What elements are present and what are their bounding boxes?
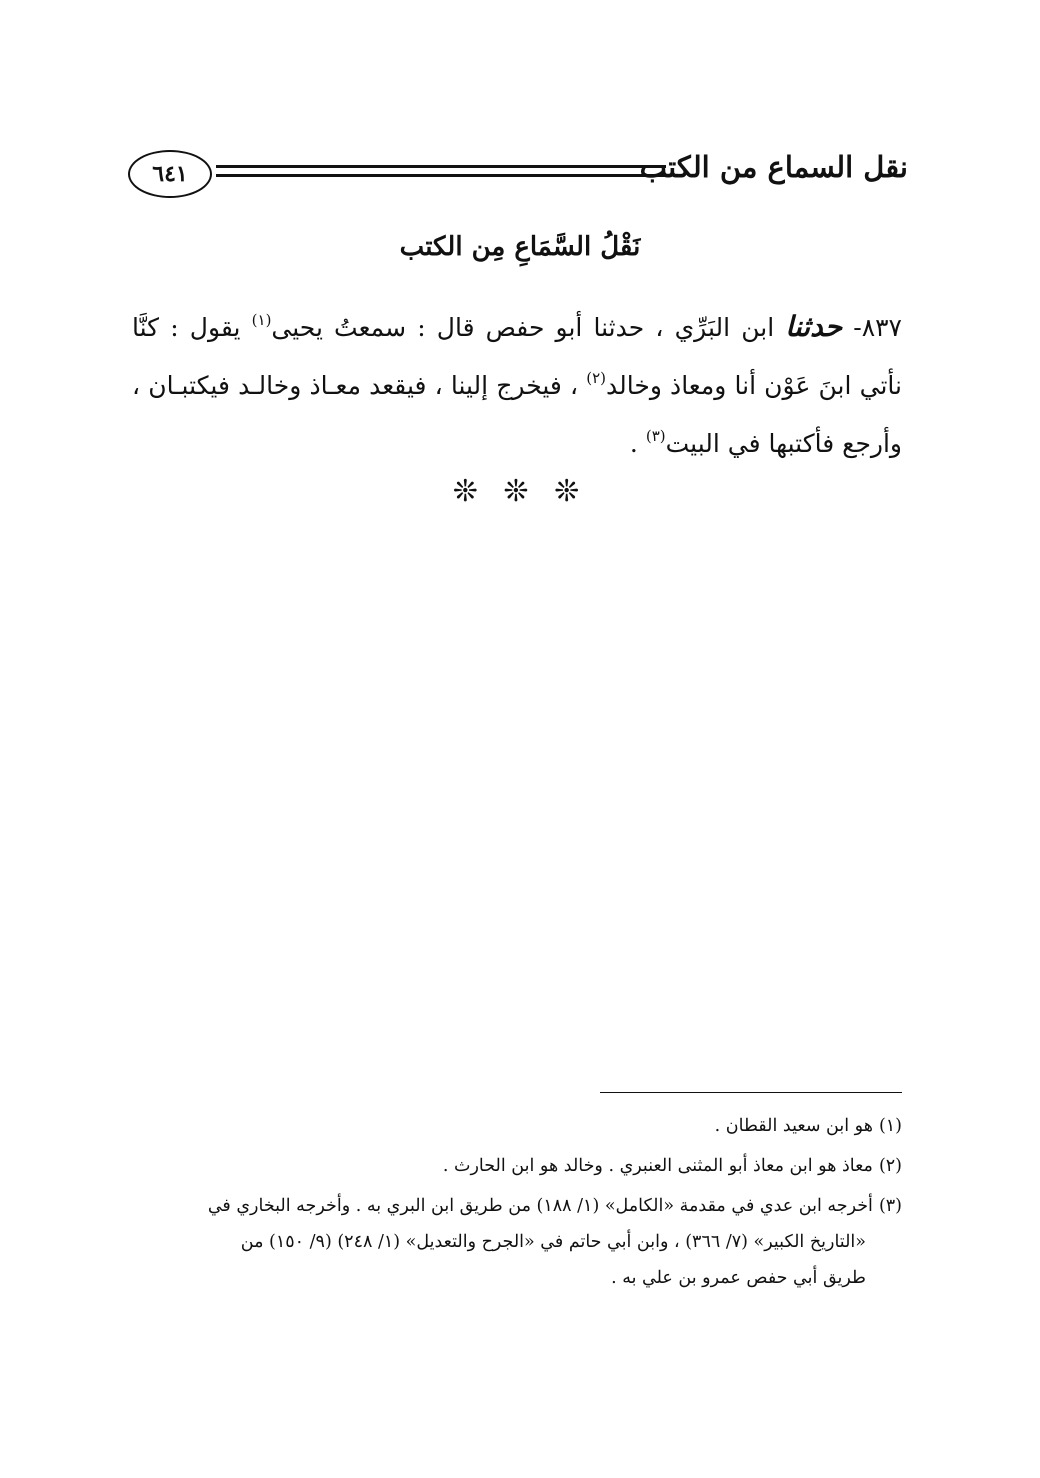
- hadith-text-4: .: [629, 429, 638, 458]
- footnote-number: (١): [878, 1116, 902, 1136]
- hadith-paragraph: [132, 298, 902, 473]
- footnote-text: معاذ هو ابن معاذ أبو المثنى العنبري . وخالد هو ابن الحارث .: [442, 1156, 873, 1176]
- page-number-badge: [128, 150, 212, 198]
- footnote-ref-1: (١): [251, 310, 272, 329]
- footnote-ref-3: (٣): [645, 426, 666, 445]
- footnote-divider: [600, 1092, 902, 1093]
- hadith-text-2: يقول : كنَّا نأتي ابنَ عَوْن أنا ومعاذ وخالد: [132, 313, 902, 400]
- hadith-text-1: ابن البَرِّي ، حدثنا أبو حفص قال : سمعتُ يحيى: [271, 313, 775, 342]
- chapter-title: نَقْلُ السَّمَاعِ مِن الكتب: [399, 232, 641, 262]
- footnote-2: [132, 1148, 902, 1184]
- page-header: [128, 150, 908, 200]
- footnote-3: [132, 1188, 902, 1296]
- running-title: نقل السماع من الكتب: [639, 150, 908, 184]
- footnote-number: (٢): [878, 1156, 902, 1176]
- footnote-number: (٣): [878, 1196, 902, 1216]
- footnotes: [132, 1108, 902, 1300]
- footnote-text: طريق أبي حفص عمرو بن علي به .: [611, 1268, 866, 1288]
- header-rule-bottom: [216, 174, 666, 177]
- hadith-number: ٨٣٧-: [853, 313, 902, 342]
- footnote-text: أخرجه ابن عدي في مقدمة «الكامل» (١/ ١٨٨) من طريق ابن البري به . وأخرجه البخاري في: [207, 1196, 873, 1216]
- footnote-text: «التاريخ الكبير» (٧/ ٣٦٦) ، وابن أبي حاتم في «الجرح والتعديل» (١/ ٢٤٨) (٩/ ١٥٠) من: [240, 1232, 866, 1252]
- haddathana-word: حدثنا: [785, 310, 843, 343]
- footnote-1: [132, 1108, 902, 1144]
- page-number: ٦٤١: [152, 161, 188, 187]
- section-separator: ❊ ❊ ❊: [452, 474, 588, 509]
- footnote-text: هو ابن سعيد القطان .: [714, 1116, 873, 1136]
- header-rule-top: [216, 165, 666, 168]
- footnote-ref-2: (٢): [586, 368, 607, 387]
- hadith-text-3: ، فيخرج إلينا ، فيقعد معـاذ وخالـد فيكتبـان ، وأرجع فأكتبها في البيت: [132, 371, 902, 458]
